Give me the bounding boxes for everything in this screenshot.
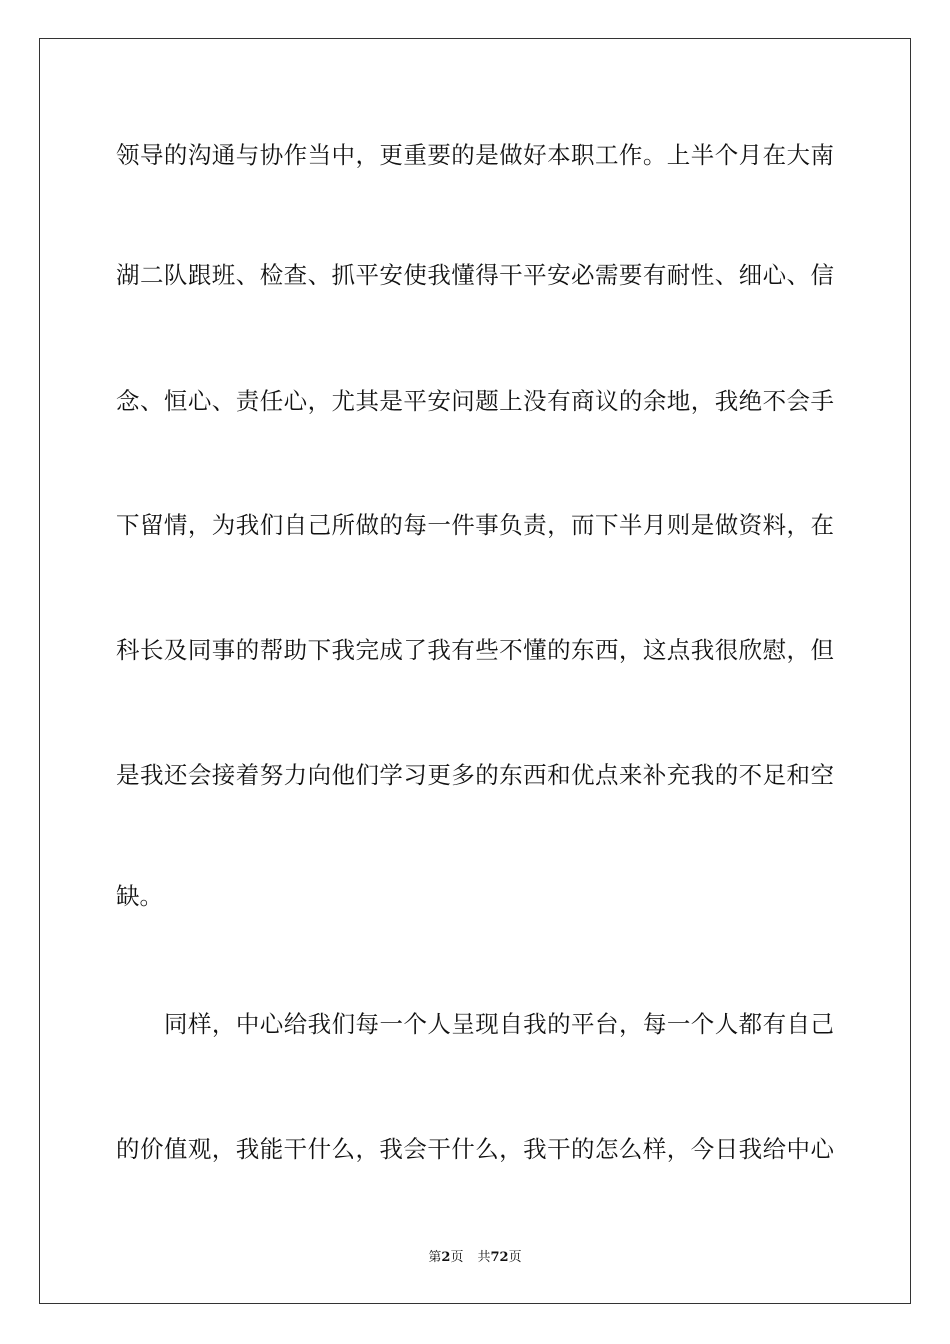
body-line-4: 下留情，为我们自己所做的每一件事负责，而下半月则是做资料，在 bbox=[116, 511, 834, 539]
footer-total-unit: 页 bbox=[508, 1250, 522, 1265]
body-line-3: 念、恒心、责任心，尤其是平安问题上没有商议的余地，我绝不会手 bbox=[116, 387, 834, 415]
body-line-6: 是我还会接着努力向他们学习更多的东西和优点来补充我的不足和空 bbox=[116, 761, 834, 789]
paragraph-start-line: 同样，中心给我们每一个人呈现自我的平台，每一个人都有自己 bbox=[164, 1010, 834, 1038]
footer-page-total: 72 bbox=[490, 1250, 509, 1265]
body-line-1: 领导的沟通与协作当中，更重要的是做好本职工作。上半个月在大南 bbox=[116, 141, 834, 169]
body-line-5: 科长及同事的帮助下我完成了我有些不懂的东西，这点我很欣慰，但 bbox=[116, 636, 834, 664]
body-line-9: 的价值观，我能干什么，我会干什么，我干的怎么样，今日我给中心 bbox=[116, 1135, 834, 1163]
footer-page-unit: 页 bbox=[450, 1250, 464, 1265]
page-frame bbox=[39, 38, 911, 1304]
footer-page-prefix: 第 bbox=[428, 1250, 442, 1265]
footer-page-current: 2 bbox=[441, 1250, 451, 1265]
page-footer bbox=[0, 1249, 950, 1267]
body-line-7: 缺。 bbox=[116, 882, 163, 910]
footer-total-prefix: 共 bbox=[477, 1250, 491, 1265]
body-line-2: 湖二队跟班、检查、抓平安使我懂得干平安必需要有耐性、细心、信 bbox=[116, 261, 834, 289]
